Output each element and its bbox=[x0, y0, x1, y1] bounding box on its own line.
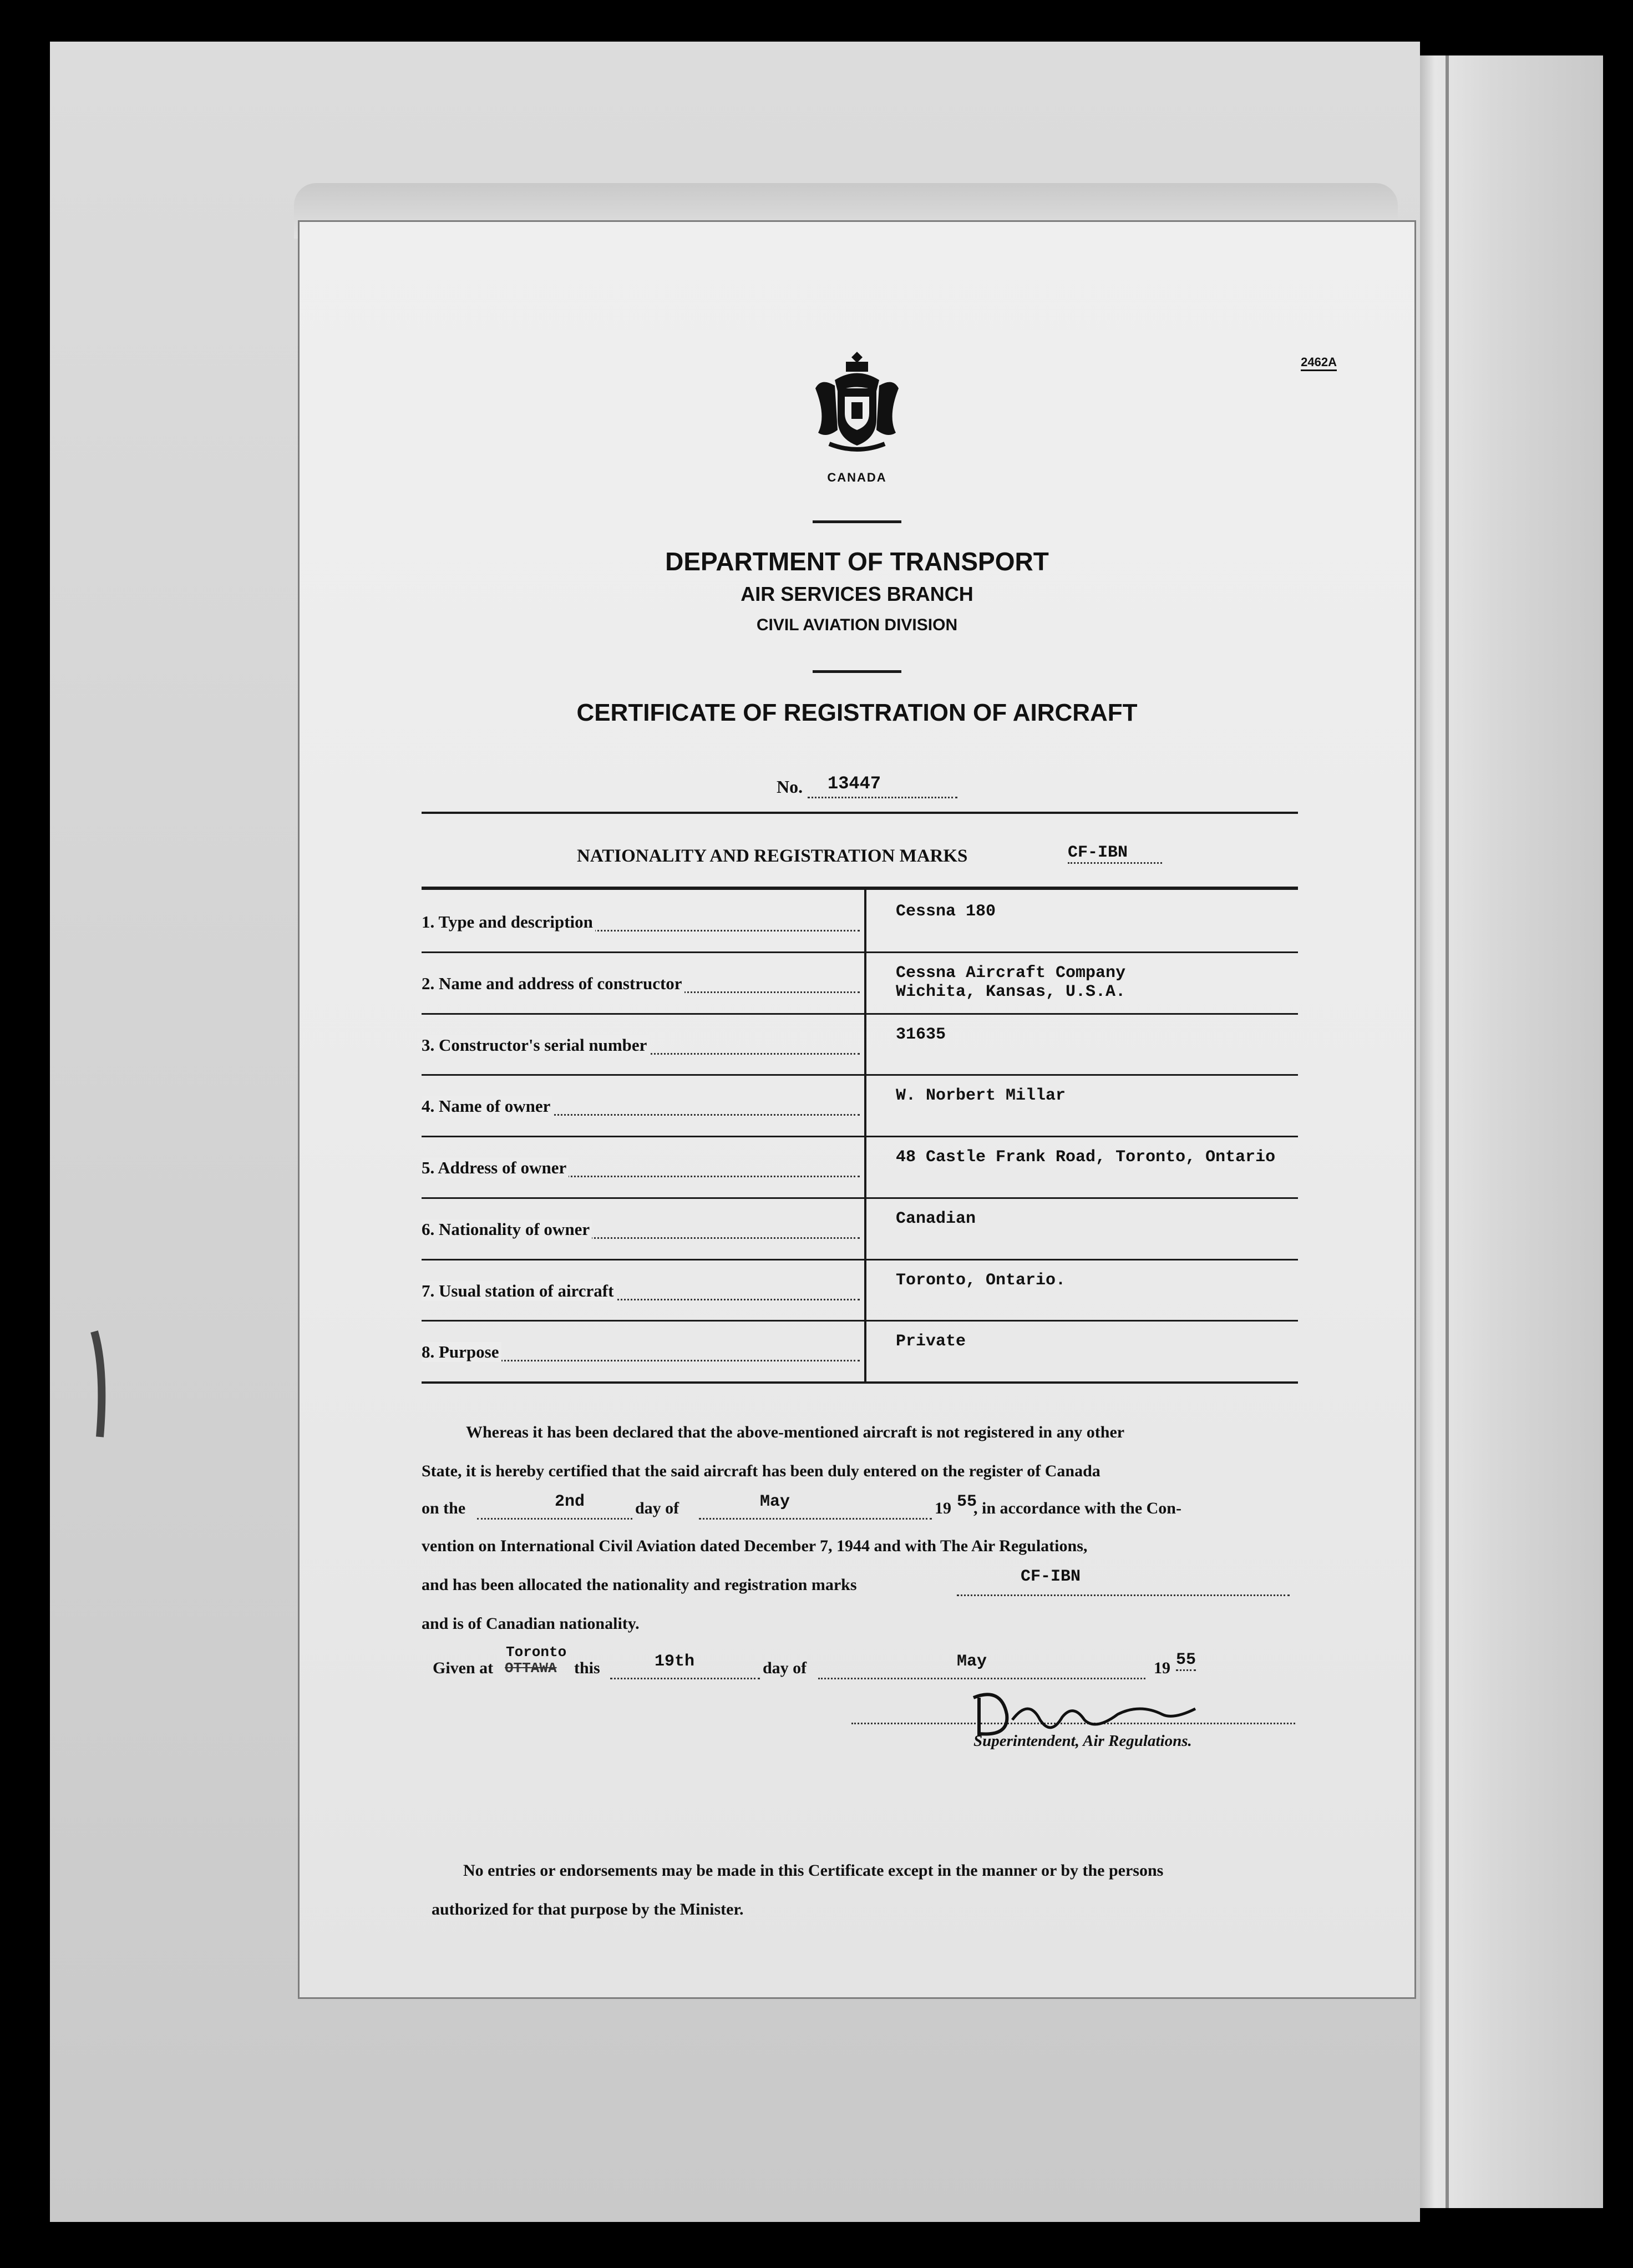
divider bbox=[813, 670, 901, 673]
declaration-on-the: on the bbox=[422, 1499, 466, 1517]
registered-year: 55 bbox=[957, 1492, 977, 1511]
department-heading: DEPARTMENT OF TRANSPORT bbox=[665, 547, 1049, 576]
table-row-label: 4. Name of owner bbox=[422, 1096, 552, 1116]
certificate-number-line: No. 13447 bbox=[777, 777, 965, 804]
footer-line-1: No entries or endorsements may be made in this Certificate except in the manner or by the persons bbox=[463, 1861, 1164, 1880]
declaration-line-1: Whereas it has been declared that the above-mentioned aircraft is not registered in any other bbox=[466, 1423, 1125, 1441]
margin-mark bbox=[83, 1326, 122, 1448]
struck-place: OTTAWA bbox=[505, 1660, 557, 1677]
declaration-line-5: and has been allocated the nationality and registration marks bbox=[422, 1576, 857, 1594]
branch-heading: AIR SERVICES BRANCH bbox=[741, 583, 973, 605]
declaration-line-6: and is of Canadian nationality. bbox=[422, 1614, 640, 1633]
declaration-line-4: vention on International Civil Aviation dated December 7, 1944 and with The Air Regulations, bbox=[422, 1537, 1088, 1555]
registered-month: May bbox=[760, 1492, 790, 1511]
folder-edge bbox=[1420, 55, 1603, 2208]
table-row-value: Private bbox=[896, 1332, 966, 1351]
given-year-prefix: 19 bbox=[1154, 1659, 1170, 1677]
table-row-value: Canadian bbox=[896, 1209, 976, 1228]
certificate-title: CERTIFICATE OF REGISTRATION OF AIRCRAFT bbox=[576, 699, 1138, 726]
divider bbox=[813, 520, 901, 523]
table-row-value: 31635 bbox=[896, 1025, 946, 1044]
allocated-marks: CF-IBN bbox=[1021, 1567, 1081, 1586]
certificate-page bbox=[300, 222, 1414, 1997]
marks-label: NATIONALITY AND REGISTRATION MARKS bbox=[577, 846, 968, 866]
declaration-line-2: State, it is hereby certified that the said aircraft has been duly entered on the register of Canada bbox=[422, 1462, 1100, 1480]
table-row-divider bbox=[422, 1074, 1298, 1076]
certificate-number: 13447 bbox=[828, 773, 881, 794]
table-row-value: 48 Castle Frank Road, Toronto, Ontario bbox=[896, 1148, 1276, 1167]
table-row-label: 3. Constructor's serial number bbox=[422, 1035, 649, 1055]
declaration-line-3: , in accordance with the Con- bbox=[973, 1499, 1181, 1517]
given-place: Toronto bbox=[506, 1644, 567, 1660]
table-row-divider bbox=[422, 1320, 1298, 1322]
registered-year-prefix: 19 bbox=[935, 1499, 951, 1517]
table-row-divider bbox=[422, 1259, 1298, 1260]
given-year: 55 bbox=[1176, 1651, 1196, 1671]
table-row-label: 1. Type and description bbox=[422, 912, 595, 932]
coat-of-arms-crest bbox=[813, 350, 901, 455]
table-row-label: 5. Address of owner bbox=[422, 1158, 569, 1178]
signature-title: Superintendent, Air Regulations. bbox=[973, 1732, 1192, 1750]
registered-day: 2nd bbox=[555, 1492, 585, 1511]
given-day: 19th bbox=[655, 1652, 695, 1671]
table-row-value: W. Norbert Millar bbox=[896, 1086, 1066, 1106]
division-heading: CIVIL AVIATION DIVISION bbox=[756, 616, 958, 634]
table-row-divider bbox=[422, 1136, 1298, 1137]
registration-marks: CF-IBN bbox=[1068, 843, 1162, 864]
form-number: 2462A bbox=[1301, 355, 1337, 371]
footer-line-2: authorized for that purpose by the Minister. bbox=[432, 1900, 744, 1918]
table-row-divider bbox=[422, 1197, 1298, 1199]
given-this: this bbox=[574, 1659, 600, 1677]
table-row-label: 2. Name and address of constructor bbox=[422, 974, 684, 994]
table-row-divider bbox=[422, 951, 1298, 953]
crest-label: CANADA bbox=[827, 470, 887, 484]
table-row-label: 7. Usual station of aircraft bbox=[422, 1281, 616, 1301]
table-row-divider bbox=[422, 1013, 1298, 1015]
given-month: May bbox=[957, 1652, 987, 1671]
table-row-label: 6. Nationality of owner bbox=[422, 1219, 592, 1239]
table-row-value: Cessna Aircraft Company Wichita, Kansas, U.S.A. bbox=[896, 963, 1126, 1001]
given-at-label: Given at bbox=[433, 1659, 494, 1677]
declaration-day-of: day of bbox=[635, 1499, 679, 1517]
table-row-label: 8. Purpose bbox=[422, 1342, 501, 1362]
given-day-of: day of bbox=[763, 1659, 807, 1677]
table-row-value: Cessna 180 bbox=[896, 902, 996, 921]
table-row-value: Toronto, Ontario. bbox=[896, 1270, 1066, 1290]
